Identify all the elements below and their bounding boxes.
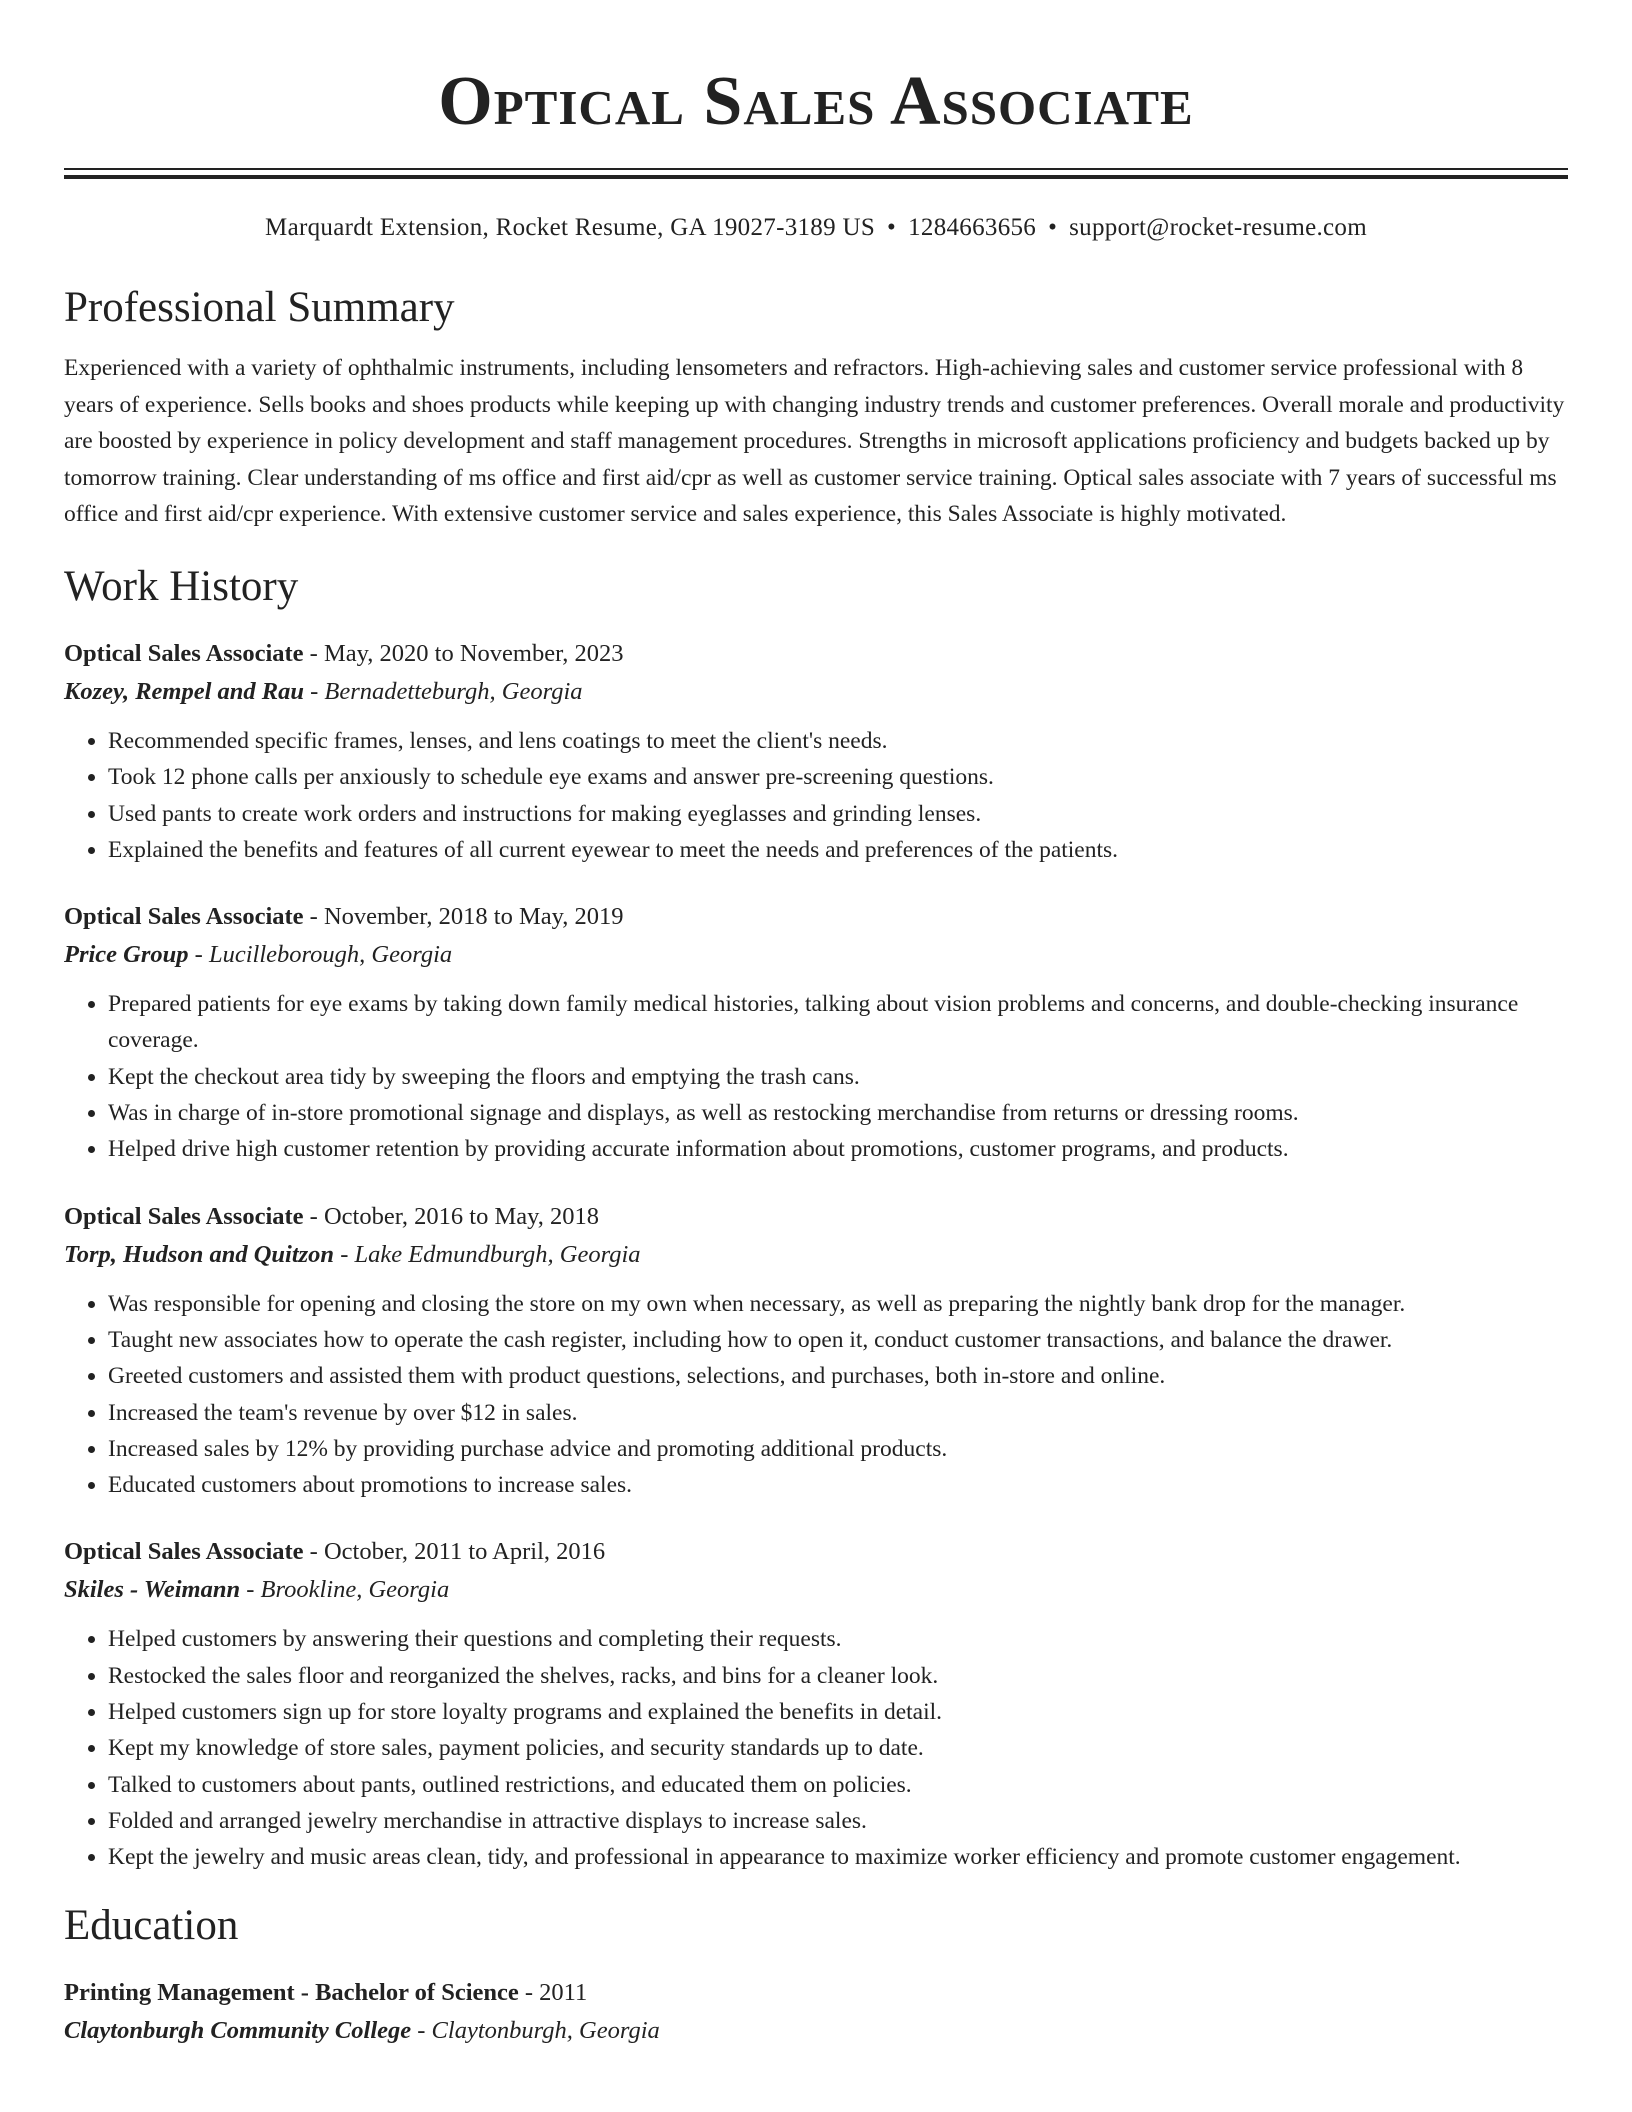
contact-separator: •: [887, 214, 897, 241]
job-location: - Bernadetteburgh, Georgia: [304, 677, 583, 705]
job-company-line: [64, 1236, 1568, 1274]
job-bullet: • Taught new associates how to operate the cash register, including how to open it, conduct customer transactions, and balance the drawer.: [108, 1322, 1568, 1358]
job-entry: [64, 635, 1568, 868]
job-title: Optical Sales Associate: [64, 1202, 304, 1230]
job-dates: - May, 2020 to November, 2023: [303, 639, 624, 667]
job-title-line: [64, 1198, 1568, 1236]
job-bullet: • Recommended specific frames, lenses, and lens coatings to meet the client's needs.: [108, 723, 1568, 759]
job-dates: - November, 2018 to May, 2019: [303, 903, 624, 931]
job-dates: - October, 2016 to May, 2018: [303, 1202, 600, 1230]
education-school: Claytonburgh Community College: [64, 2016, 412, 2044]
section-heading-summary: Professional Summary: [64, 284, 455, 331]
resume-title: Optical Sales Associate: [438, 63, 1194, 140]
job-bullet: • Was in charge of in-store promotional signage and displays, as well as restocking merchandise from returns or dressing rooms.: [108, 1095, 1568, 1131]
job-company: Kozey, Rempel and Rau: [64, 677, 305, 705]
job-bullets: [64, 1286, 1568, 1504]
job-title: Optical Sales Associate: [64, 1538, 304, 1566]
job-company-line: [64, 1571, 1568, 1609]
job-location: - Brookline, Georgia: [240, 1576, 450, 1604]
education-degree: Printing Management - Bachelor of Science: [64, 1978, 519, 2006]
contact-email[interactable]: support@rocket-resume.com: [1069, 214, 1367, 241]
contact-phone: 1284663656: [908, 214, 1037, 241]
job-bullet: • Used pants to create work orders and instructions for making eyeglasses and grinding lenses.: [108, 796, 1568, 832]
contact-address: Marquardt Extension, Rocket Resume, GA 19027-3189 US: [265, 214, 876, 241]
education-school-line: [64, 2012, 1568, 2050]
job-title-line: [64, 635, 1568, 673]
job-entry: [64, 1533, 1568, 1875]
job-title-line: [64, 898, 1568, 936]
job-company: Skiles - Weimann: [64, 1576, 241, 1604]
job-bullet: • Explained the benefits and features of all current eyewear to meet the needs and preferences of the patients.: [108, 832, 1568, 868]
education-year: - 2011: [518, 1978, 588, 2006]
job-title: Optical Sales Associate: [64, 903, 304, 931]
job-bullet: • Kept my knowledge of store sales, payment policies, and security standards up to date.: [108, 1730, 1568, 1766]
job-bullet: • Increased the team's revenue by over $12 in sales.: [108, 1395, 1568, 1431]
job-entry: [64, 1198, 1568, 1504]
job-company-line: [64, 673, 1568, 711]
section-heading-work-history: Work History: [64, 562, 299, 610]
job-bullet: • Educated customers about promotions to increase sales.: [108, 1467, 1568, 1503]
job-bullets: [64, 723, 1568, 868]
education-degree-line: [64, 1974, 1568, 2012]
job-bullet: • Talked to customers about pants, outlined restrictions, and educated them on policies.: [108, 1767, 1568, 1803]
job-bullet: • Kept the checkout area tidy by sweeping the floors and emptying the trash cans.: [108, 1059, 1568, 1095]
job-bullet: • Greeted customers and assisted them with product questions, selections, and purchases, both in-store and online.: [108, 1358, 1568, 1394]
job-dates: - October, 2011 to April, 2016: [303, 1538, 606, 1566]
job-company: Torp, Hudson and Quitzon: [64, 1240, 335, 1268]
education-entry: [64, 1974, 1568, 2050]
job-bullets: [64, 986, 1568, 1167]
job-title: Optical Sales Associate: [64, 639, 304, 667]
job-company: Price Group: [64, 941, 189, 969]
job-bullet: • Helped drive high customer retention by providing accurate information about promotions, customer programs, and products.: [108, 1131, 1568, 1167]
job-entry: [64, 898, 1568, 1167]
job-bullet: • Took 12 phone calls per anxiously to schedule eye exams and answer pre-screening questions.: [108, 759, 1568, 795]
job-location: - Lake Edmundburgh, Georgia: [334, 1240, 641, 1268]
section-heading-education: Education: [64, 1901, 239, 1949]
job-bullet: • Kept the jewelry and music areas clean, tidy, and professional in appearance to maximize worker efficiency and promote customer engagement.: [108, 1839, 1568, 1875]
job-bullet: • Restocked the sales floor and reorganized the shelves, racks, and bins for a cleaner look.: [108, 1658, 1568, 1694]
job-bullet: • Helped customers sign up for store loyalty programs and explained the benefits in detail.: [108, 1694, 1568, 1730]
job-bullet: • Was responsible for opening and closing the store on my own when necessary, as well as preparing the nightly bank drop for the manager.: [108, 1286, 1568, 1322]
job-bullet: • Increased sales by 12% by providing purchase advice and promoting additional products.: [108, 1431, 1568, 1467]
title-double-rule: [64, 168, 1568, 179]
job-bullet: • Prepared patients for eye exams by taking down family medical histories, talking about vision problems and concerns, and double-checking insurance coverage.: [108, 986, 1568, 1059]
education-location: - Claytonburgh, Georgia: [411, 2016, 660, 2044]
contact-line: [64, 212, 1568, 244]
job-company-line: [64, 936, 1568, 974]
job-bullet: • Helped customers by answering their questions and completing their requests.: [108, 1621, 1568, 1657]
summary-text: Experienced with a variety of ophthalmic instruments, including lensometers and refractors. High-achieving sales and customer service professional with 8 years of experience. Sells books and shoes products while keeping up with changing industry trends and customer preferences. Overall morale and productivity are boosted by experience in policy development and staff management procedures. Strengths in microsoft applications proficiency and budgets backed up by tomorrow training. Clear understanding of ms office and first aid/cpr as well as customer service training. Optical sales associate with 7 years of successful ms office and first aid/cpr experience. With extensive customer service and sales experience, this Sales Associate is highly motivated.: [64, 355, 1565, 528]
job-title-line: [64, 1533, 1568, 1571]
job-bullets: [64, 1621, 1568, 1875]
job-location: - Lucilleborough, Georgia: [188, 941, 453, 969]
contact-separator: •: [1048, 214, 1058, 241]
job-bullet: • Folded and arranged jewelry merchandise in attractive displays to increase sales.: [108, 1803, 1568, 1839]
